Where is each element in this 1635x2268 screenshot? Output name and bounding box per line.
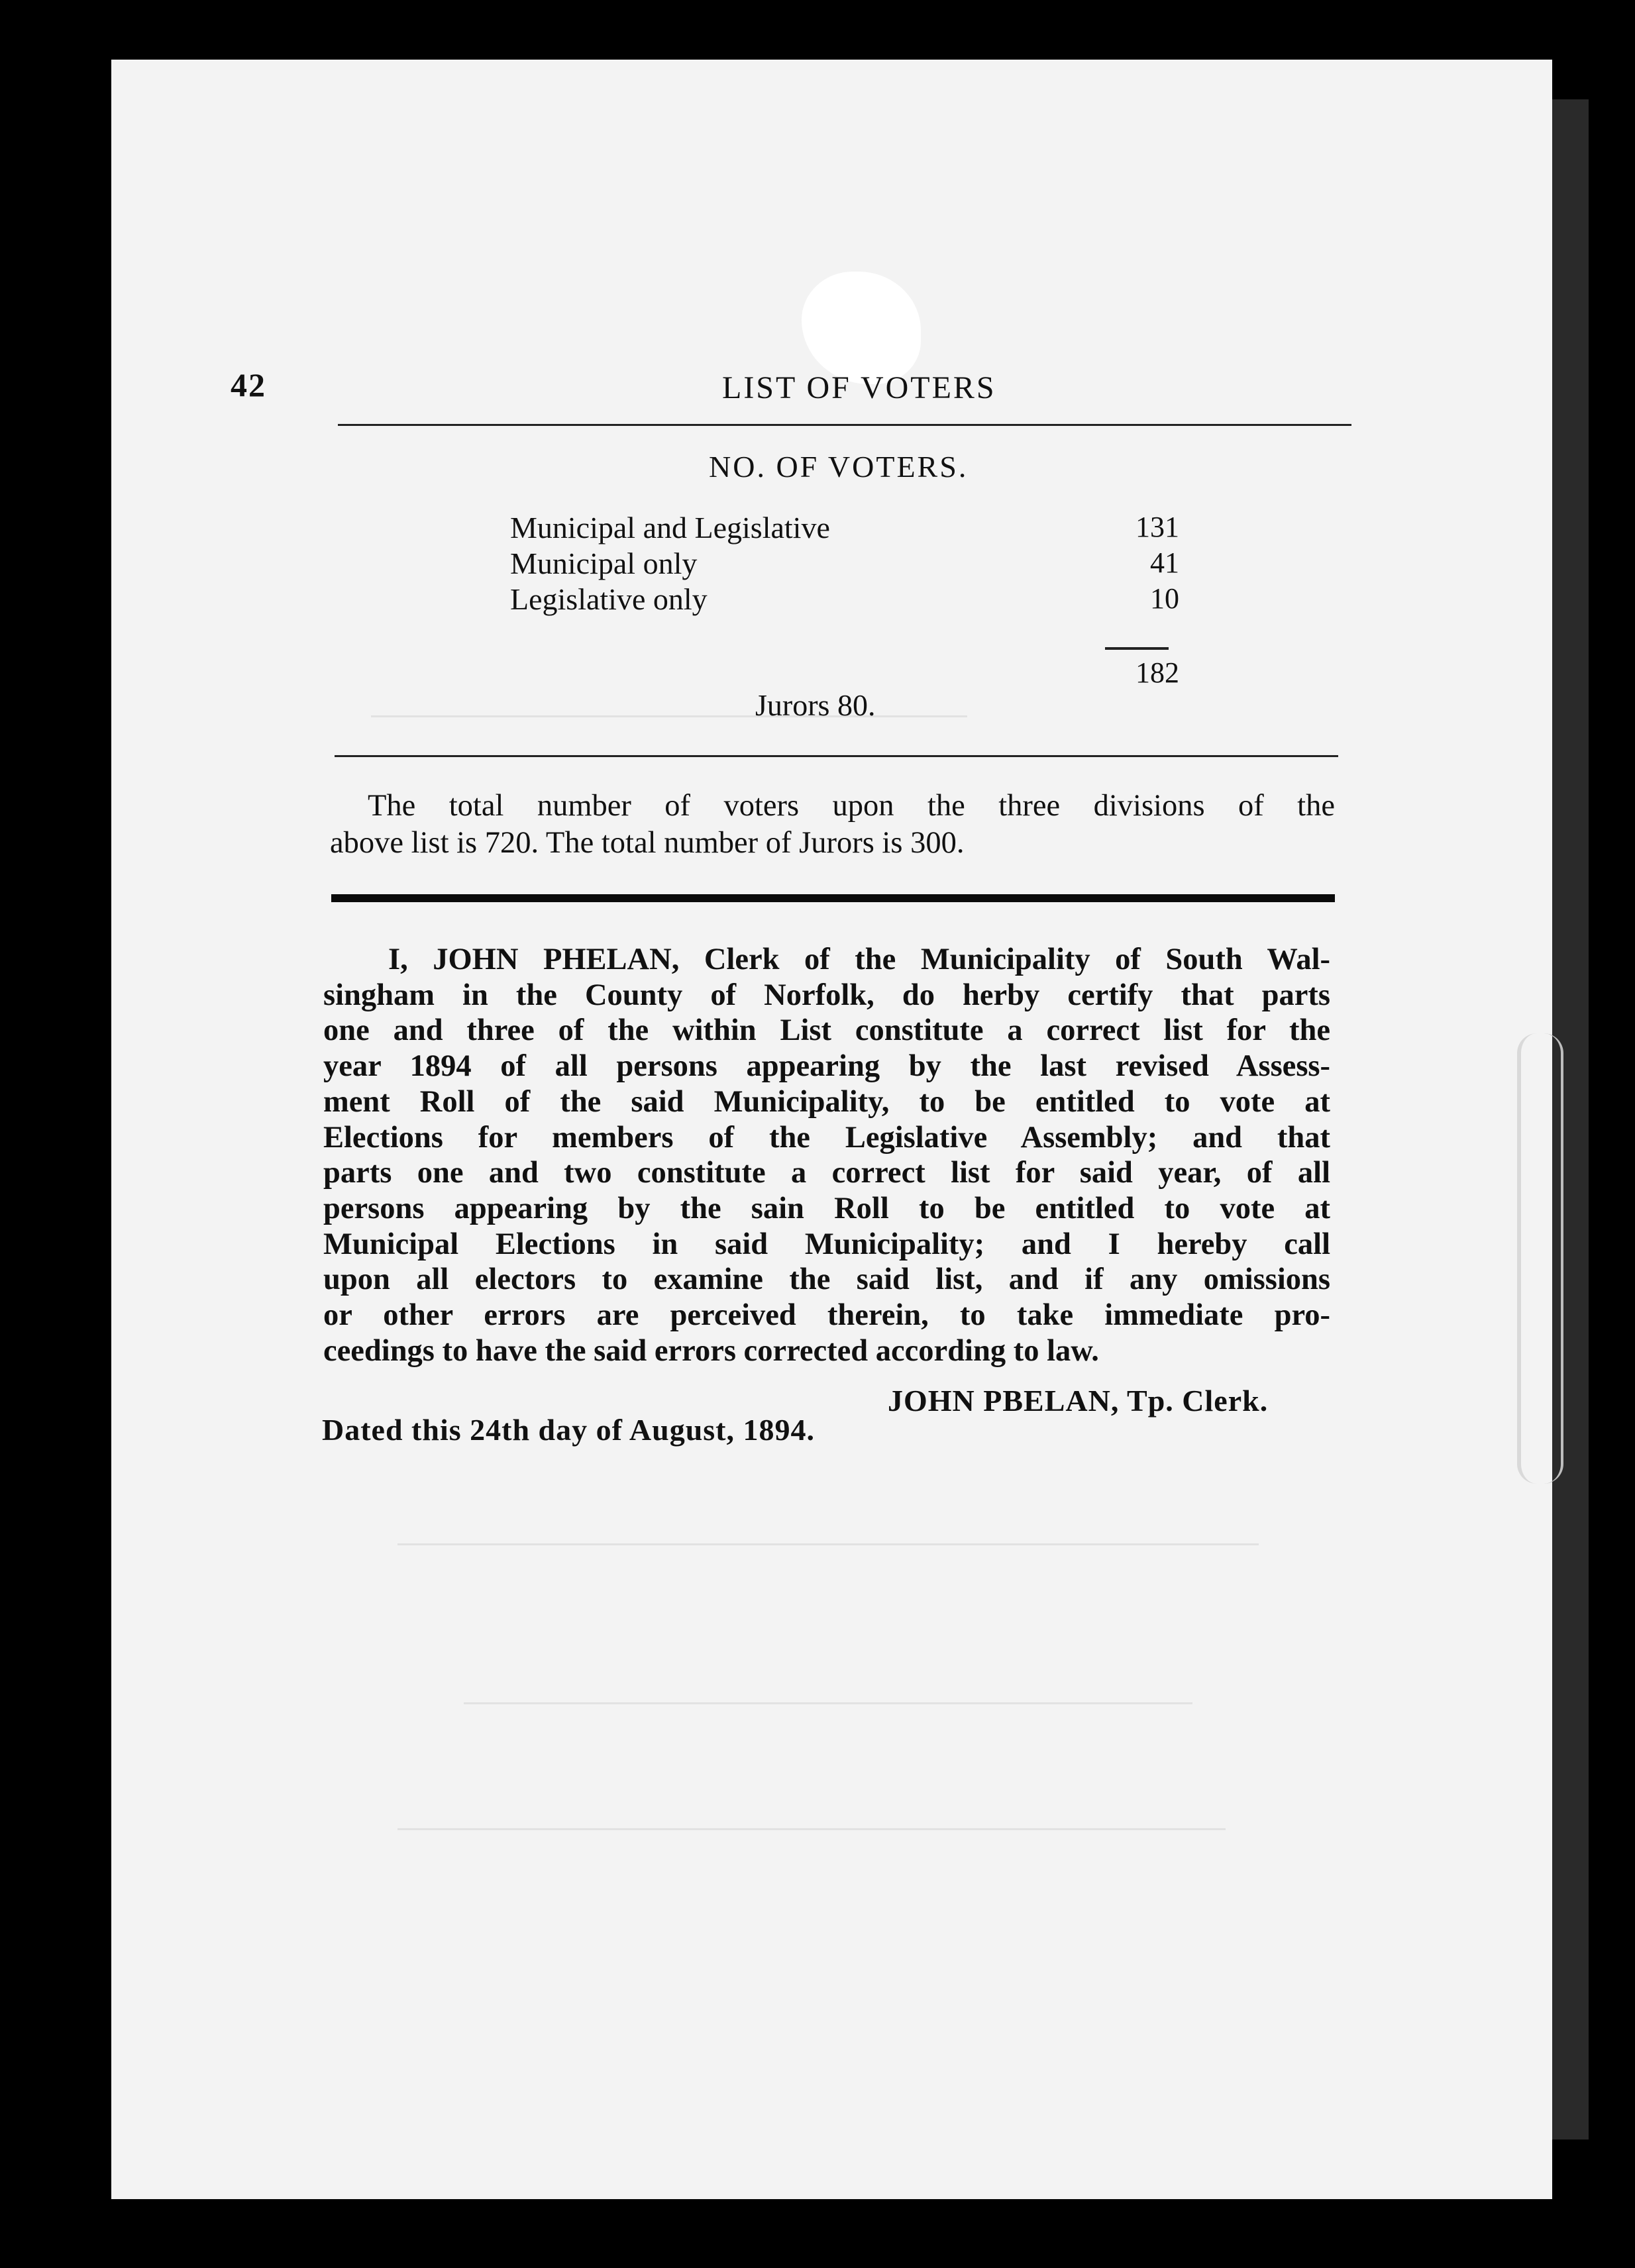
row-label-municipal-legislative: Municipal and Legislative (510, 511, 830, 544)
running-head: LIST OF VOTERS (722, 370, 996, 405)
bleed-through-line (464, 1702, 1192, 1704)
certificate-line: I, JOHN PHELAN, Clerk of the Municipality of South Wal- (388, 943, 1330, 976)
certificate-line: singham in the County of Norfolk, do herby certify that parts (323, 978, 1330, 1012)
certificate-line: year 1894 of all persons appearing by the last revised Assess- (323, 1049, 1330, 1084)
certificate-line: ceedings to have the said errors corrected according to law. (323, 1333, 1099, 1368)
binding-string (1517, 1033, 1563, 1484)
certificate-line: Municipal Elections in said Municipality; and I hereby call (323, 1227, 1330, 1261)
jurors-count: Jurors 80. (755, 688, 876, 722)
certificate-line: parts one and two constitute a correct list for said year, of all (323, 1156, 1330, 1190)
certificate-line: upon all electors to examine the said list, and if any omissions (323, 1263, 1330, 1297)
clerk-signature: JOHN PBELAN, Tp. Clerk. (888, 1384, 1269, 1418)
row-value-municipal-legislative: 131 (1135, 511, 1179, 543)
bleed-through-line (397, 1828, 1226, 1830)
summary-title: NO. OF VOTERS. (709, 450, 969, 484)
bleed-through-line (397, 1543, 1259, 1545)
header-rule (338, 424, 1351, 426)
page-number: 42 (231, 366, 266, 403)
row-label-legislative-only: Legislative only (510, 582, 708, 616)
row-value-municipal-only: 41 (1150, 546, 1179, 579)
total-voters: 182 (1135, 656, 1179, 689)
certificate-line: or other errors are perceived therein, to take immediate pro- (323, 1298, 1330, 1333)
totals-line-1: The total number of voters upon the three divisions of the (368, 789, 1335, 823)
certificate-line: persons appearing by the sain Roll to be entitled to vote at (323, 1191, 1330, 1225)
section-rule (335, 755, 1338, 757)
totals-line-2: above list is 720. The total number of Jurors is 300. (330, 826, 965, 860)
certificate-line: one and three of the within List constitute a correct list for the (323, 1013, 1330, 1048)
certificate-line: ment Roll of the said Municipality, to be entitled to vote at (323, 1084, 1330, 1119)
clerk-certificate (323, 942, 1330, 1368)
row-value-legislative-only: 10 (1150, 582, 1179, 615)
dated-line: Dated this 24th day of August, 1894. (322, 1413, 815, 1447)
row-label-municipal-only: Municipal only (510, 546, 698, 580)
sum-rule (1105, 647, 1169, 650)
bleed-through-line (371, 715, 967, 717)
certificate-line: Elections for members of the Legislative Assembly; and that (323, 1120, 1330, 1155)
heavy-rule (331, 894, 1335, 902)
